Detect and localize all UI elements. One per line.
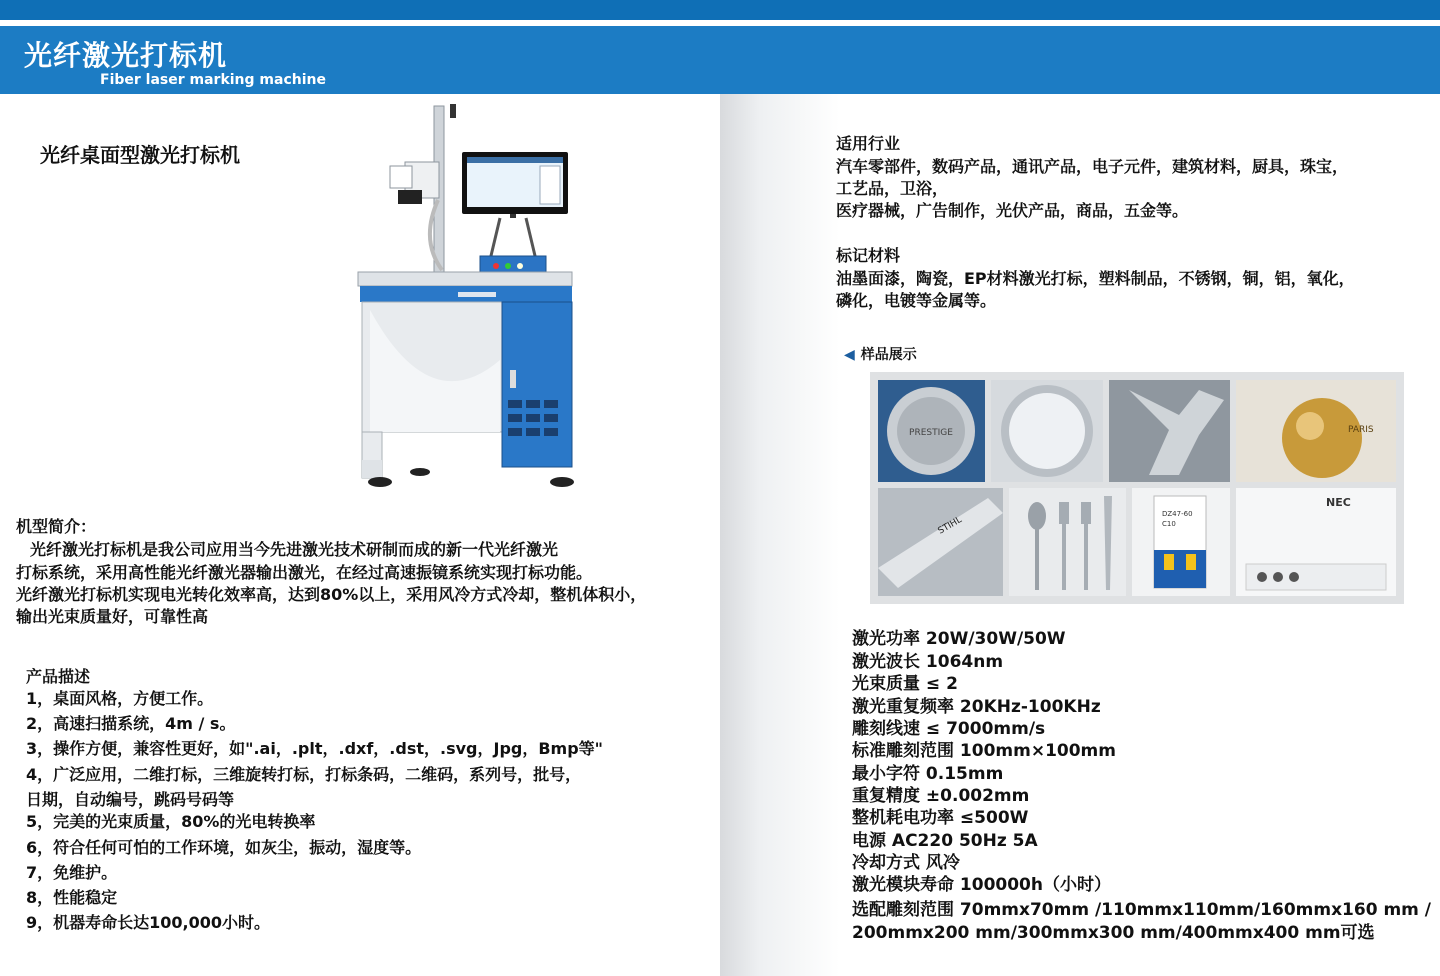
breaker-rating-text: C10: [1162, 520, 1176, 528]
page-subtitle: Fiber laser marking machine: [100, 72, 326, 88]
spec-line: 光束质量 ≤ 2: [852, 674, 958, 694]
spec-line: 整机耗电功率 ≤500W: [852, 808, 1029, 828]
spec-line: 200mmx200 mm/300mmx300 mm/400mmx400 mm可选: [852, 923, 1375, 943]
spec-line: 选配雕刻范围 70mmx70mm /110mmx110mm/160mmx160 mm /: [852, 900, 1432, 920]
intro-heading: 机型简介：: [16, 517, 97, 536]
sample-knife: [878, 488, 1003, 596]
watch-back-text: PRESTIGE: [909, 428, 953, 438]
sample-wrench: [1109, 380, 1230, 482]
triangle-left-icon: ◀: [844, 347, 855, 363]
description-line: 5，完美的光束质量，80%的光电转换率: [26, 812, 316, 831]
description-line: 2，高速扫描系统，4m / s。: [26, 714, 236, 733]
intro-line: 打标系统，采用高性能光纤激光器输出激光，在经过高速振镜系统实现打标功能。: [16, 563, 593, 582]
samples-heading-label: 样品展示: [860, 347, 917, 363]
description-line: 8，性能稳定: [26, 888, 118, 907]
intro-line: 光纤激光打标机是我公司应用当今先进激光技术研制而成的新一代光纤激光: [30, 540, 559, 559]
sample-gallery: [870, 372, 1404, 604]
spec-line: 重复精度 ±0.002mm: [852, 786, 1030, 806]
spec-line: 雕刻线速 ≤ 7000mm/s: [852, 719, 1046, 739]
breaker-model-text: DZ47-60: [1162, 510, 1193, 518]
header-top-stripe: [0, 0, 1440, 20]
samples-heading: [844, 344, 917, 364]
intro-line: 输出光束质量好，可靠性高: [16, 607, 209, 626]
spec-line: 最小字符 0.15mm: [852, 764, 1004, 784]
materials-line: 油墨面漆，陶瓷，EP材料激光打标，塑料制品，不锈钢，铜，铝，氧化，: [836, 269, 1355, 288]
materials-line: 磷化，电镀等金属等。: [836, 291, 997, 310]
sample-metal-ring: [991, 380, 1103, 482]
spec-line: 标准雕刻范围 100mm×100mm: [852, 741, 1116, 761]
spec-line: 激光波长 1064nm: [852, 652, 1004, 672]
sample-router: [1236, 488, 1396, 596]
sample-cutlery: [1009, 488, 1126, 596]
intro-line: 光纤激光打标机实现电光转化效率高，达到80%以上，采用风冷方式冷却，整机体积小，: [16, 585, 647, 604]
spec-line: 冷却方式 风冷: [852, 853, 960, 873]
spec-line: 激光重复频率 20KHz-100KHz: [852, 697, 1101, 717]
description-line: 9，机器寿命长达100,000小时。: [26, 913, 271, 932]
description-line: 7，免维护。: [26, 863, 118, 882]
description-heading: 产品描述: [26, 667, 91, 686]
knife-text: STIHL: [936, 515, 964, 537]
spec-line: 激光功率 20W/30W/50W: [852, 629, 1066, 649]
industries-heading: 适用行业: [836, 134, 901, 153]
sample-gold-ball: [1236, 380, 1396, 482]
sample-watch-back: [878, 380, 985, 482]
industries-line: 工艺品，卫浴，: [836, 179, 949, 198]
description-line: 4，广泛应用，二维打标，三维旋转打标，打标条码，二维码，系列号，批号，: [26, 765, 582, 784]
industries-line: 汽车零部件，数码产品，通讯产品，电子元件，建筑材料，厨具，珠宝，: [836, 157, 1349, 176]
product-title: 光纤桌面型激光打标机: [40, 143, 240, 167]
page-title: 光纤激光打标机: [24, 39, 228, 72]
description-line: 日期，自动编号，跳码号码等: [26, 790, 235, 809]
router-brand-text: NEC: [1326, 496, 1351, 509]
description-line: 6，符合任何可怕的工作环境，如灰尘，振动，湿度等。: [26, 838, 422, 857]
laser-machine-image: [350, 100, 590, 495]
description-line: 1，桌面风格，方便工作。: [26, 689, 214, 708]
sample-breaker: [1132, 488, 1230, 596]
gold-ball-text: PARIS: [1348, 425, 1374, 435]
spec-line: 电源 AC220 50Hz 5A: [852, 831, 1038, 851]
industries-line: 医疗器械，广告制作，光伏产品，商品，五金等。: [836, 201, 1189, 220]
description-line: 3，操作方便，兼容性更好，如".ai，.plt，.dxf，.dst，.svg，Jpg，Bmp等": [26, 739, 604, 758]
materials-heading: 标记材料: [836, 246, 901, 265]
spec-line: 激光模块寿命 100000h（小时）: [852, 875, 1111, 895]
